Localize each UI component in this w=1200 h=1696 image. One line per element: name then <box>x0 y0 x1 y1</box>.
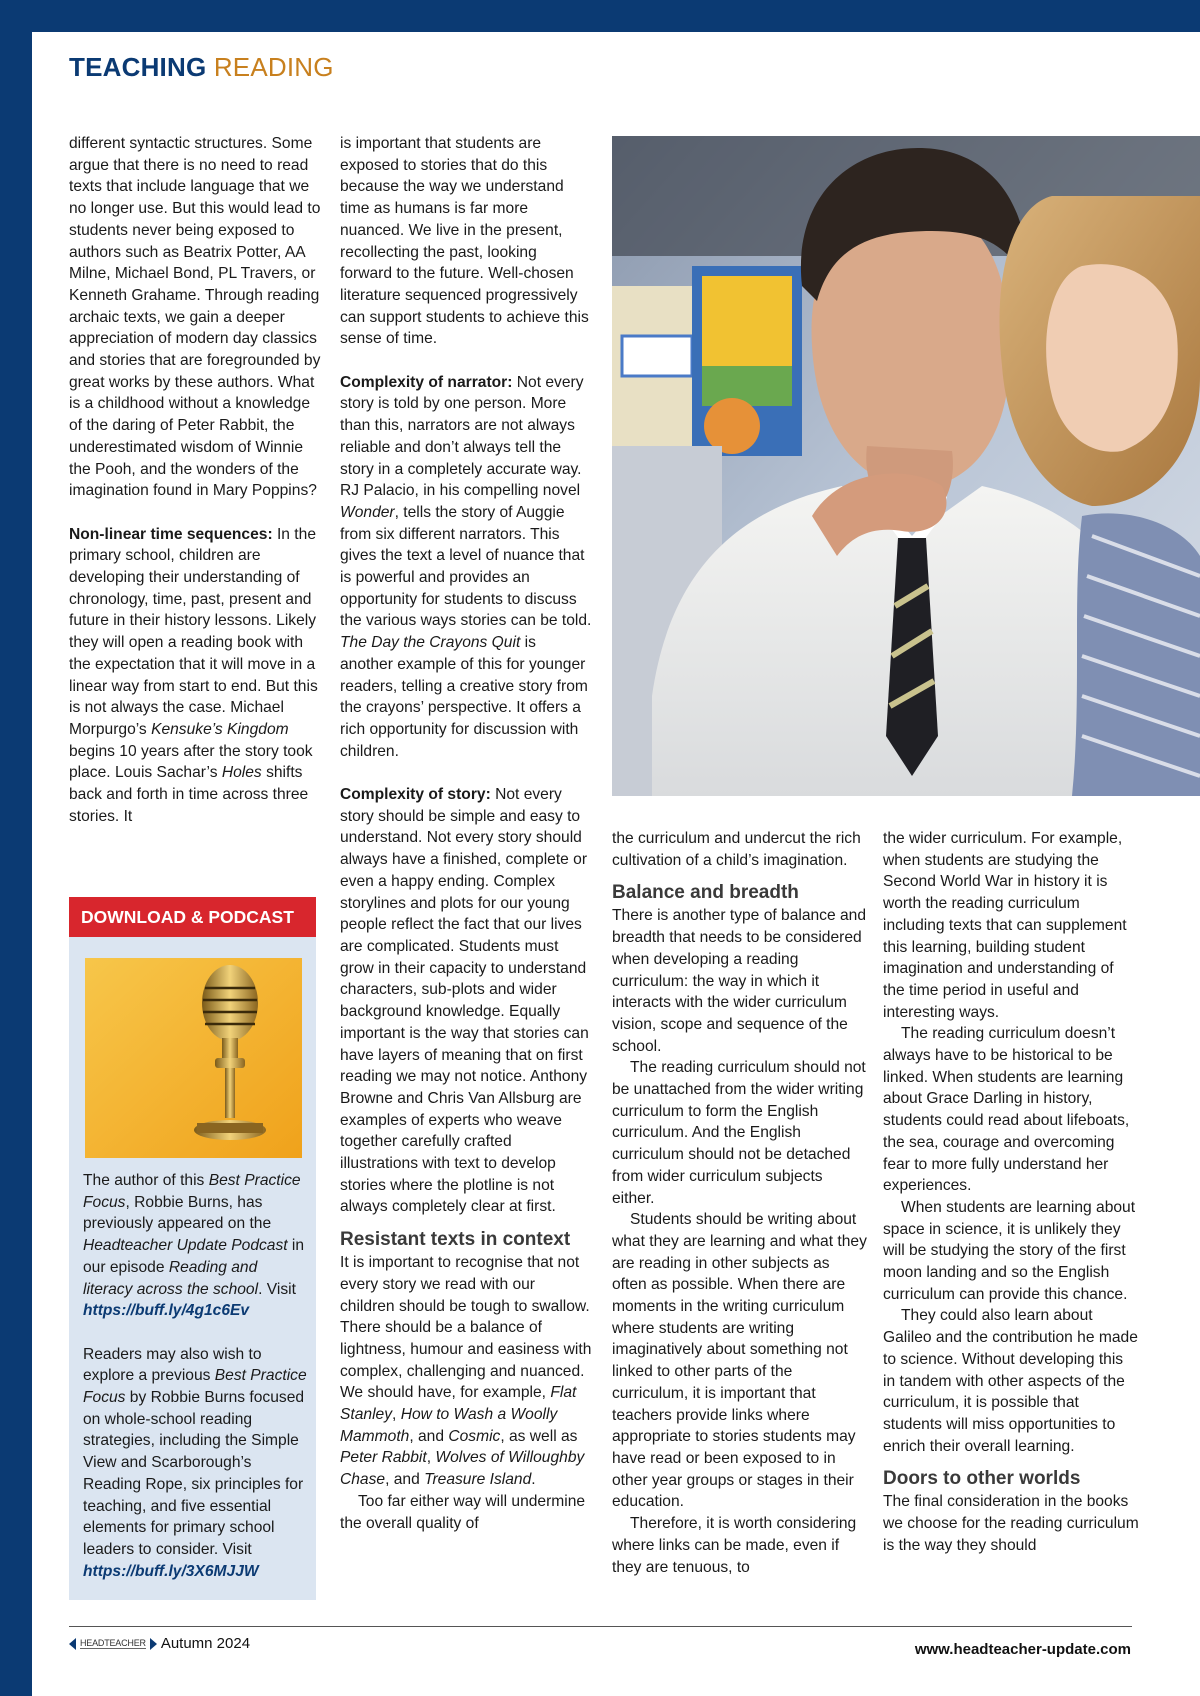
col1-text: begins 10 years after the story took place. Louis Sachar’s <box>69 742 313 782</box>
col4-paragraph-4: They could also learn about Galileo and the contribution he made to science. Without developing this in tandem with other aspects of the curriculum, it is possible that students will miss opportunities to enrich their overall learning. <box>883 1307 1138 1455</box>
book-title: Holes <box>221 764 262 782</box>
col1-paragraph-2 <box>69 524 321 828</box>
footer-divider <box>69 1626 1132 1627</box>
book-title: Cosmic <box>448 1427 501 1445</box>
col2-text: , and <box>385 1471 425 1489</box>
col2-paragraph-3 <box>340 784 592 1218</box>
col2-paragraph-2 <box>340 372 592 763</box>
col1-paragraph-1: different syntactic structures. Some argue that there is no need to read texts that include language that we no longer use. But this would lead to students never being exposed to authors such as Beatrix Potter, AA Milne, Michael Bond, PL Travers, or Kenneth Grahame. Through reading archaic texts, we gain a deeper appreciation of modern day classics and stories that are foregrounded by great works by these authors. What is a childhood without a knowledge of the daring of Peter Rabbit, the underestimated wisdom of Winnie the Pooh, and the wonders of the imagination found in Mary Poppins? <box>69 135 321 500</box>
col3-paragraph-1: the curriculum and undercut the rich cultivation of a child’s imagination. <box>612 830 861 869</box>
photo-illustration <box>612 136 1200 796</box>
column-4 <box>883 828 1139 1557</box>
col2-text: It is important to recognise that not every story we read with our children should be tough to swallow. There should be a balance of lightness, humour and easiness with complex, challenging and nuanced. We should have, for example, <box>340 1254 592 1402</box>
col2-text: is another example of this for younger readers, telling a creative story from the crayons’ perspective. It offers a rich opportunity for discussion with children. <box>340 634 588 760</box>
sidebar-text: in our episode <box>83 1237 305 1276</box>
col2-text: , <box>426 1449 436 1467</box>
sidebar-paragraph-2 <box>83 1344 309 1583</box>
episode-title: Reading and literacy across the school <box>83 1258 259 1298</box>
microphone-icon <box>85 958 302 1158</box>
col3-paragraph-4: Students should be writing about what they are learning and what they are reading in other subjects as often as possible. When there are moments in the writing curriculum where students are writing imaginatively about something not linked to other parts of the curriculum, it is important that teachers provide links where appropriate to stories students may have read or been exposed to in other year groups or stages in their education. <box>612 1211 867 1511</box>
header-teaching: TEACHING <box>69 52 207 82</box>
col2-text: , <box>392 1406 401 1424</box>
header-reading: READING <box>213 52 334 82</box>
sidebar-text: . Visit <box>258 1280 296 1298</box>
heading-doors-other-worlds: Doors to other worlds <box>883 1468 1081 1490</box>
download-podcast-text <box>83 1170 309 1582</box>
article-photo-children-reading <box>612 136 1200 796</box>
website-url[interactable]: www.headteacher-update.com <box>914 1641 1131 1658</box>
col2-text: Not every story should be simple and easy to understand. Not every story should always have a finished, complete or even a happy ending. Complex storylines and plots for our young people reflect the fact that our lives are complicated. Students must grow in their capacity to understand characters, sub-plots and wider background knowledge. Equally important is the way that stories can have layers of meaning that on first reading we may not notice. Anthony Browne and Chris Van Allsburg are examples of experts who weave together carefully crafted illustrations with text to develop stories where the plotline is not always completely clear at first. <box>340 786 589 1216</box>
next-arrow-icon <box>150 1638 157 1650</box>
col2-text: , and <box>409 1427 449 1445</box>
col3-paragraph-2: There is another type of balance and breadth that needs to be considered when developing a reading curriculum: the way in which it interacts with the wider curriculum vision, scope and sequence of the school. <box>612 907 866 1055</box>
col2-text: Not every story is told by one person. More than this, narrators are not always reliable and don’t always tell the story in a completely accurate way. RJ Palacio, in his compelling novel <box>340 373 584 500</box>
col4-paragraph-5: The final consideration in the books we choose for the reading curriculum is the way they should <box>883 1493 1139 1554</box>
download-podcast-title: DOWNLOAD & PODCAST <box>69 897 316 937</box>
col4-paragraph-2: The reading curriculum doesn’t always have to be historical to be linked. When students are learning about Grace Darling in history, students could read about lifeboats, the sea, courage and overcoming fear to more fully understand her experiences. <box>883 1025 1130 1195</box>
col2-subhead-story: Complexity of story: <box>340 786 491 804</box>
col3-paragraph-5: Therefore, it is worth considering where links can be made, even if they are tenuous, to <box>612 1515 857 1576</box>
col2-paragraph-4 <box>340 1252 592 1491</box>
book-title: Kensuke’s Kingdom <box>151 720 289 738</box>
publication-title: Best Practice Focus <box>83 1172 301 1211</box>
section-header <box>69 52 334 83</box>
sidebar-paragraph-1 <box>83 1170 309 1322</box>
col2-subhead-narrator: Complexity of narrator: <box>340 373 513 391</box>
microphone-image <box>85 958 302 1158</box>
col1-text: shifts back and forth in time across three stories. It <box>69 764 309 825</box>
col3-paragraph-3: The reading curriculum should not be unattached from the wider writing curriculum to form the English curriculum. And the English curriculum should not be detached from wider curriculum subjects either. <box>612 1059 866 1207</box>
sidebar-text: The author of this <box>83 1172 209 1189</box>
book-title: Wonder <box>340 503 395 521</box>
col4-paragraph-1: the wider curriculum. For example, when students are studying the Second World War in history it is worth the reading curriculum including texts that can supplement this learning, building student imagination and understanding of the time period in useful and interesting ways. <box>883 830 1127 1021</box>
col4-paragraph-3: When students are learning about space in science, it is unlikely they will be studying the story of the first moon landing and so the English curriculum can provide this chance. <box>883 1198 1136 1303</box>
previous-arrow-icon <box>69 1638 76 1650</box>
col2-text: , tells the story of Auggie from six different narrators. This gives the text a level of nuance that is powerful and provides an opportunity for students to discuss the various ways stories can be told. <box>340 503 592 630</box>
col1-subhead-nonlinear: Non-linear time sequences: <box>69 525 273 543</box>
col1-text: In the primary school, children are developing their understanding of chronology, time, past, present and future in their history lessons. Likely they will open a reading book with the expectation that it will move in a linear way from start to end. But this is not always the case. Michael Morpurgo’s <box>69 525 318 738</box>
col2-paragraph-1: is important that students are exposed to stories that do this because the way we understand time as humans is far more nuanced. We live in the present, recollecting the past, looking forward to the future. Well-chosen literature sequenced progressively can support students to achieve this sense of time. <box>340 135 589 348</box>
col2-paragraph-5: Too far either way will undermine the overall quality of <box>340 1492 586 1532</box>
sidebar-text: , Robbie Burns, has previously appeared on the <box>83 1193 272 1233</box>
headteacher-logo: HEADTEACHER <box>80 1638 146 1648</box>
publication-title: Best Practice Focus <box>83 1367 307 1407</box>
heading-balance-breadth: Balance and breadth <box>612 882 799 904</box>
book-title: Wolves of Willoughby Chase <box>340 1449 585 1489</box>
sidebar-text: by Robbie Burns focused on whole-school reading strategies, including the Simple View and Scarborough’s Reading Rope, six principles for teaching, and five essential elements for primary school leaders to consider. Visit <box>83 1389 305 1558</box>
book-title: How to Wash a Woolly Mammoth <box>340 1406 558 1445</box>
col2-text: . <box>531 1471 536 1489</box>
book-title: The Day the Crayons Quit <box>340 634 521 652</box>
heading-resistant-texts: Resistant texts in context <box>340 1229 571 1251</box>
col2-text: , as well as <box>500 1427 578 1445</box>
podcast-link[interactable]: https://buff.ly/4g1c6Ev <box>83 1302 250 1320</box>
book-title: Treasure Island <box>424 1471 532 1489</box>
book-title: Peter Rabbit <box>340 1449 427 1467</box>
best-practice-link[interactable]: https://buff.ly/3X6MJJW <box>83 1562 259 1580</box>
footer-left <box>69 1635 250 1652</box>
book-title: Flat Stanley <box>340 1384 577 1424</box>
column-2 <box>340 133 592 1534</box>
podcast-title: Headteacher Update Podcast <box>83 1237 288 1255</box>
column-1 <box>69 133 321 827</box>
issue-date: Autumn 2024 <box>160 1635 251 1652</box>
column-3 <box>612 828 868 1578</box>
sidebar-text: Readers may also wish to explore a previous <box>83 1345 262 1385</box>
